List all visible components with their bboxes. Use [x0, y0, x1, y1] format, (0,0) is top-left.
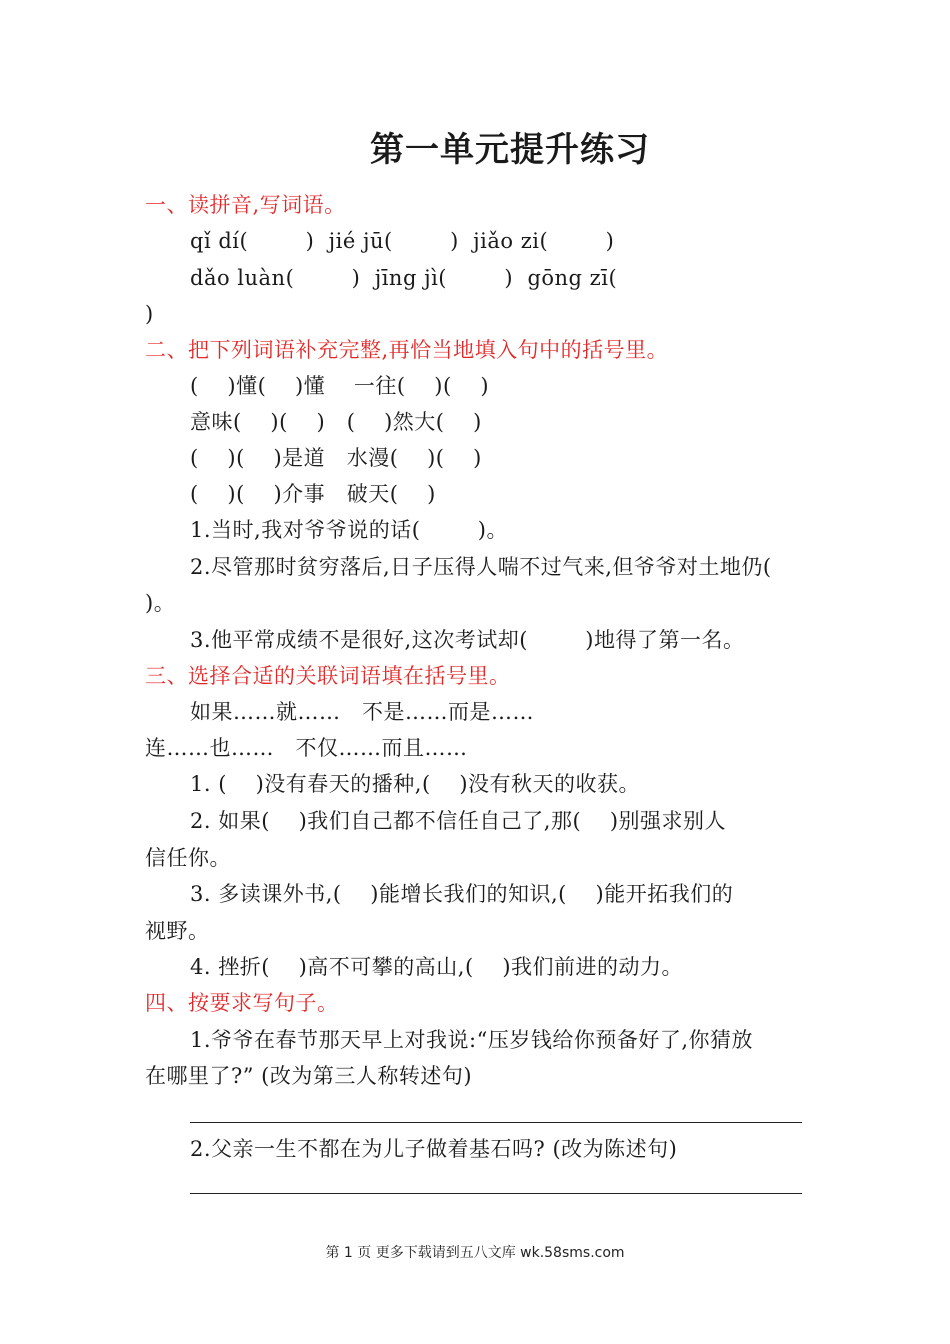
pinyin-line-3: )	[145, 302, 154, 326]
pinyin-line-1: qǐ dí( ) jié jū( ) jiǎo zi( )	[190, 229, 615, 253]
page-title: 第一单元提升练习	[370, 130, 650, 170]
section-2-heading: 二、把下列词语补充完整,再恰当地填入句中的括号里。	[145, 338, 669, 362]
s4-question-2: 2.父亲一生不都在为儿子做着基石吗? (改为陈述句)	[190, 1137, 678, 1161]
s3-question-3-line-2: 视野。	[145, 919, 210, 943]
s2-question-3: 3.他平常成绩不是很好,这次考试却( )地得了第一名。	[190, 628, 745, 652]
section-1-heading: 一、读拼音,写词语。	[145, 193, 346, 217]
s4-question-1-line-2: 在哪里了?” (改为第三人称转述句)	[145, 1064, 473, 1088]
idiom-row-2: 意味( )( ) ( )然大( )	[190, 410, 482, 434]
idiom-row-4: ( )( )介事 破天( )	[190, 482, 436, 506]
idiom-row-3: ( )( )是道 水漫( )( )	[190, 446, 482, 470]
answer-line-1[interactable]	[190, 1122, 802, 1123]
s3-question-1: 1. ( )没有春天的播种,( )没有秋天的收获。	[190, 772, 641, 796]
s2-question-2-line-1: 2.尽管那时贫穷落后,日子压得人喘不过气来,但爷爷对土地仍(	[190, 555, 772, 579]
page-footer: 第 1 页 更多下载请到五八文库 wk.58sms.com	[325, 1245, 625, 1261]
s3-question-4: 4. 挫折( )高不可攀的高山,( )我们前进的动力。	[190, 955, 684, 979]
s2-question-2-line-2: )。	[145, 591, 176, 615]
conjunction-options-2: 连……也…… 不仅……而且……	[145, 736, 468, 760]
pinyin-line-2: dǎo luàn( ) jīng jì( ) gōng zī(	[190, 266, 618, 290]
s3-question-2-line-2: 信任你。	[145, 846, 231, 870]
s3-question-3-line-1: 3. 多读课外书,( )能增长我们的知识,( )能开拓我们的	[190, 882, 734, 906]
section-3-heading: 三、选择合适的关联词语填在括号里。	[145, 664, 511, 688]
answer-line-2[interactable]	[190, 1193, 802, 1194]
s4-question-1-line-1: 1.爷爷在春节那天早上对我说:“压岁钱给你预备好了,你猜放	[190, 1028, 754, 1052]
s2-question-1: 1.当时,我对爷爷说的话( )。	[190, 518, 508, 542]
s3-question-2-line-1: 2. 如果( )我们自己都不信任自己了,那( )别强求别人	[190, 809, 727, 833]
conjunction-options-1: 如果……就…… 不是……而是……	[190, 700, 535, 724]
section-4-heading: 四、按要求写句子。	[145, 991, 339, 1015]
idiom-row-1: ( )懂( )懂 一往( )( )	[190, 374, 490, 398]
